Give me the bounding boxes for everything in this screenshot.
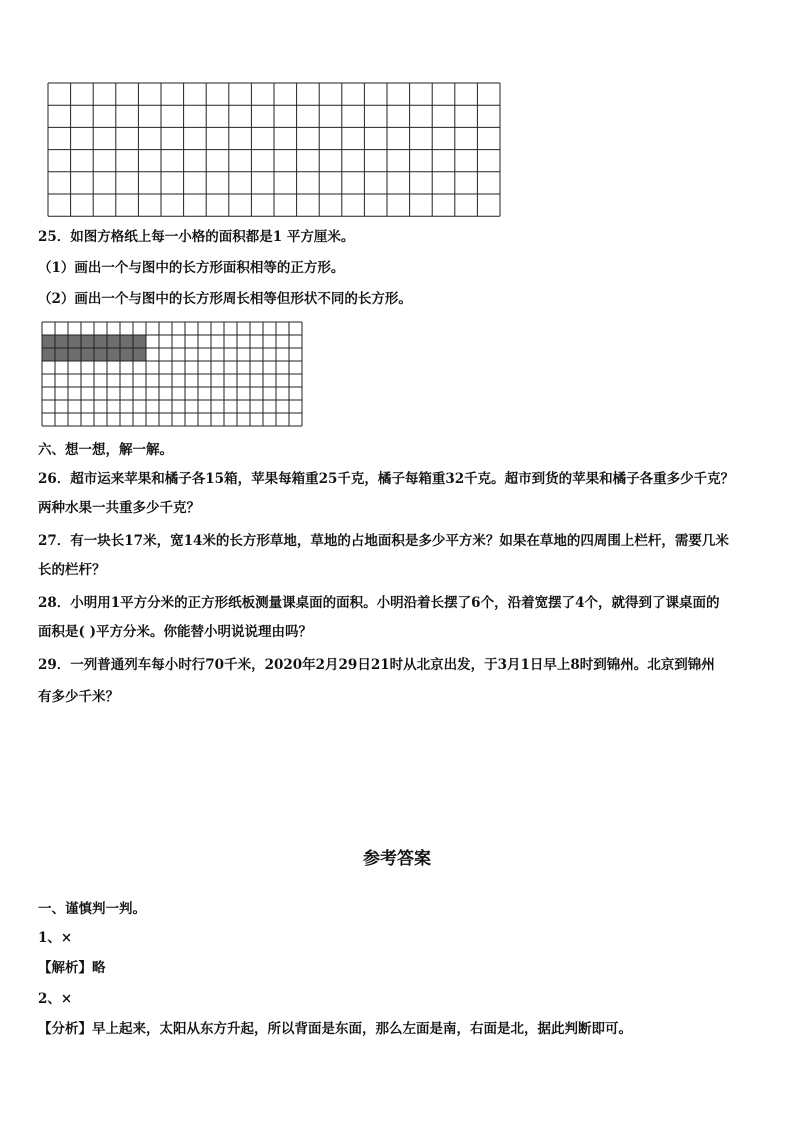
question-27-line-2: 长的栏杆？ (38, 562, 106, 578)
question-29-line-2: 有多少千米？ (38, 689, 119, 705)
answers-title: 参考答案 (363, 849, 431, 869)
question-26-line-1: 26．超市运来苹果和橘子各15箱，苹果每箱重25千克，橘子每箱重32千克。超市到货的苹果和橘子各重多少千克？ (38, 471, 735, 487)
question-25-part-2: （2）画出一个与图中的长方形周长相等但形状不同的长方形。 (38, 291, 412, 307)
question-29-line-1: 29．一列普通列车每小时行70千米，2020年2月29日21时从北京出发，于3月1日早上8时到锦州。北京到锦州 (38, 657, 715, 673)
section-6-heading: 六、想一想，解一解。 (38, 442, 173, 458)
question-27-line-1: 27．有一块长17米，宽14米的长方形草地，草地的占地面积是多少平方米？如果在草地的四周围上栏杆，需要几米 (38, 533, 729, 549)
question-25-stem: 25．如图方格纸上每一小格的面积都是1 平方厘米。 (38, 229, 355, 245)
answer-2-note: 【分析】早上起来，太阳从东方升起，所以背面是东面，那么左面是南，右面是北，据此判断即可。 (38, 1021, 632, 1037)
question-25-part-1: （1）画出一个与图中的长方形面积相等的正方形。 (38, 260, 345, 276)
question-26-line-2: 两种水果一共重多少千克？ (38, 500, 200, 516)
answer-1: 1、× (38, 930, 73, 946)
question-28-line-2: 面积是( )平方分米。你能替小明说说理由吗？ (38, 624, 312, 640)
rectangle-grid (41, 321, 304, 427)
blank-square-grid (47, 82, 503, 218)
answer-1-note: 【解析】略 (38, 960, 106, 976)
question-28-line-1: 28．小明用1平方分米的正方形纸板测量课桌面的面积。小明沿着长摆了6个，沿着宽摆了4个，就得到了课桌面的 (38, 595, 720, 611)
answers-section-1-heading: 一、谨慎判一判。 (38, 901, 146, 917)
answer-2: 2、× (38, 991, 73, 1007)
